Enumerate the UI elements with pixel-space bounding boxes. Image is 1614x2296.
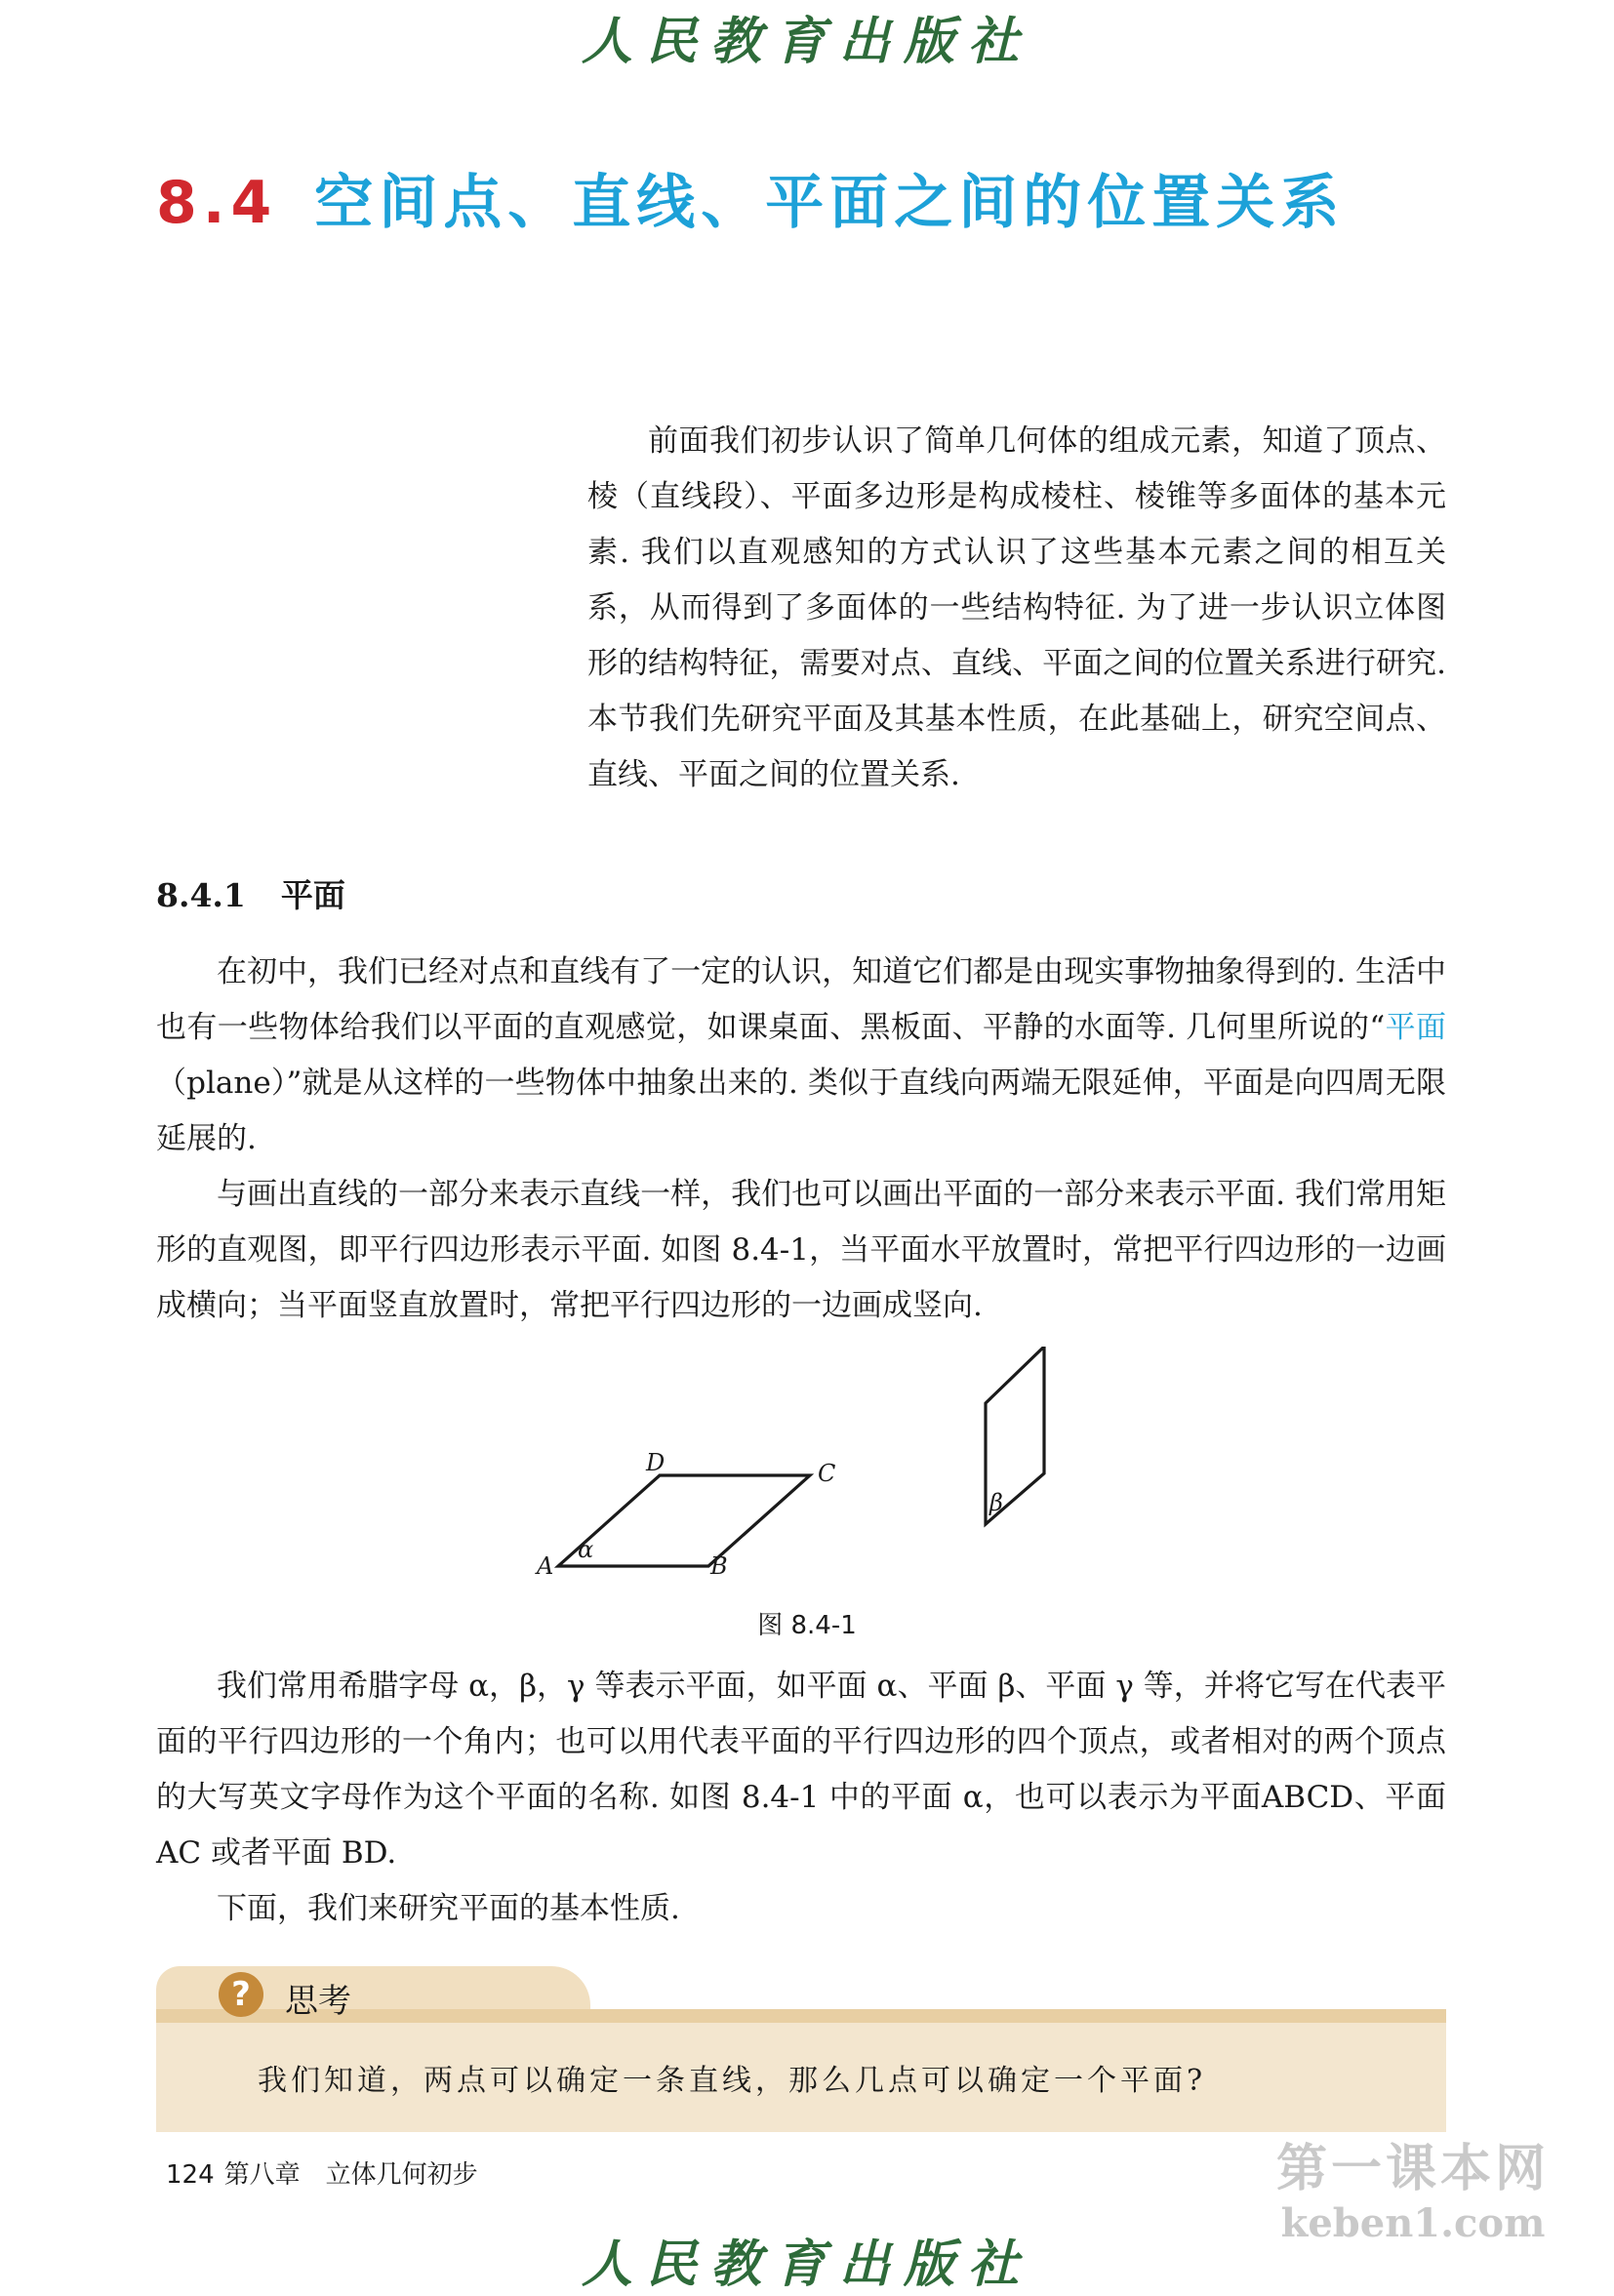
paragraph-text: （plane）”就是从这样的一些物体中抽象出来的. 类似于直线向两端无限延伸，平面是向四周无限延展的. [156, 1066, 1446, 1156]
horizontal-plane-alpha [558, 1475, 810, 1566]
paragraph-drawing-planes: 与画出直线的一部分来表示直线一样，我们也可以画出平面的一部分来表示平面. 我们常用矩形的直观图，即平行四边形表示平面. 如图 8.4-1，当平面水平放置时，常把平行四边形的一边画成横向；当平面竖直放置时，常把平行四边形的一边画成竖向. [156, 1177, 1446, 1323]
think-label: 思考 [285, 1982, 351, 2021]
subsection-heading [156, 870, 345, 916]
think-question: 我们知道，两点可以确定一条直线，那么几点可以确定一个平面? [258, 2064, 1207, 2098]
vertex-label-c: C [818, 1460, 836, 1487]
page-number: 124 [166, 2160, 215, 2190]
publisher-watermark-bottom: 人民教育出版社 [581, 2235, 1032, 2294]
publisher-watermark-top: 人民教育出版社 [581, 12, 1032, 71]
vertex-label-a: A [537, 1552, 554, 1580]
site-watermark-name: 第一课本网 [1275, 2140, 1550, 2198]
paragraph-greek-notation: 我们常用希腊字母 α，β，γ 等表示平面，如平面 α、平面 β、平面 γ 等，并将它写在代表平面的平行四边形的一个角内；也可以用代表平面的平行四边形的四个顶点，或者相对的两个顶点的大写英文字母作为这个平面的名称. 如图 8.4-1 中的平面 α，也可以表示为平面ABCD、平面 AC 或者平面 BD. [156, 1669, 1446, 1871]
paragraph-text: 在初中，我们已经对点和直线有了一定的认识，知道它们都是由现实事物抽象得到的. 生活中也有一些物体给我们以平面的直观感觉，如课桌面、黑板面、平静的水面等. 几何里所说的“ [156, 954, 1446, 1045]
site-watermark-url: keben1.com [1280, 2200, 1546, 2246]
subsection-title: 平面 [280, 876, 345, 914]
question-mark-icon: ? [219, 1972, 263, 2017]
section-title-text: 空间点、直线、平面之间的位置关系 [314, 169, 1346, 237]
think-box [156, 1966, 1446, 2132]
chapter-title: 立体几何初步 [325, 2160, 478, 2190]
paragraph-next: 下面，我们来研究平面的基本性质. [217, 1891, 680, 1926]
plane-label-alpha: α [578, 1536, 594, 1563]
body-block-1 [156, 945, 1446, 1334]
section-number: 8.4 [156, 169, 278, 237]
page-footer [166, 2155, 478, 2191]
vertex-label-b: B [710, 1552, 728, 1580]
body-block-2 [156, 1659, 1446, 1937]
plane-label-beta: β [989, 1489, 1003, 1516]
term-plane: 平面 [1385, 1010, 1447, 1045]
figure-caption: 图 8.4-1 [757, 1611, 857, 1640]
paragraph-plane-definition [156, 945, 1446, 1167]
figure-planes [527, 1347, 1093, 1591]
chapter-number: 第八章 [223, 2160, 301, 2190]
section-title [156, 156, 1345, 240]
intro-paragraph: 前面我们初步认识了简单几何体的组成元素，知道了顶点、棱（直线段）、平面多边形是构成棱柱、棱锥等多面体的基本元素. 我们以直观感知的方式认识了这些基本元素之间的相互关系，从而得到了多面体的一些结构特征. 为了进一步认识立体图形的结构特征，需要对点、直线、平面之间的位置关系进行研究. 本节我们先研究平面及其基本性质，在此基础上，研究空间点、直线、平面之间的位置关系. [587, 423, 1446, 792]
vertex-label-d: D [646, 1449, 666, 1476]
subsection-number: 8.4.1 [156, 876, 246, 914]
